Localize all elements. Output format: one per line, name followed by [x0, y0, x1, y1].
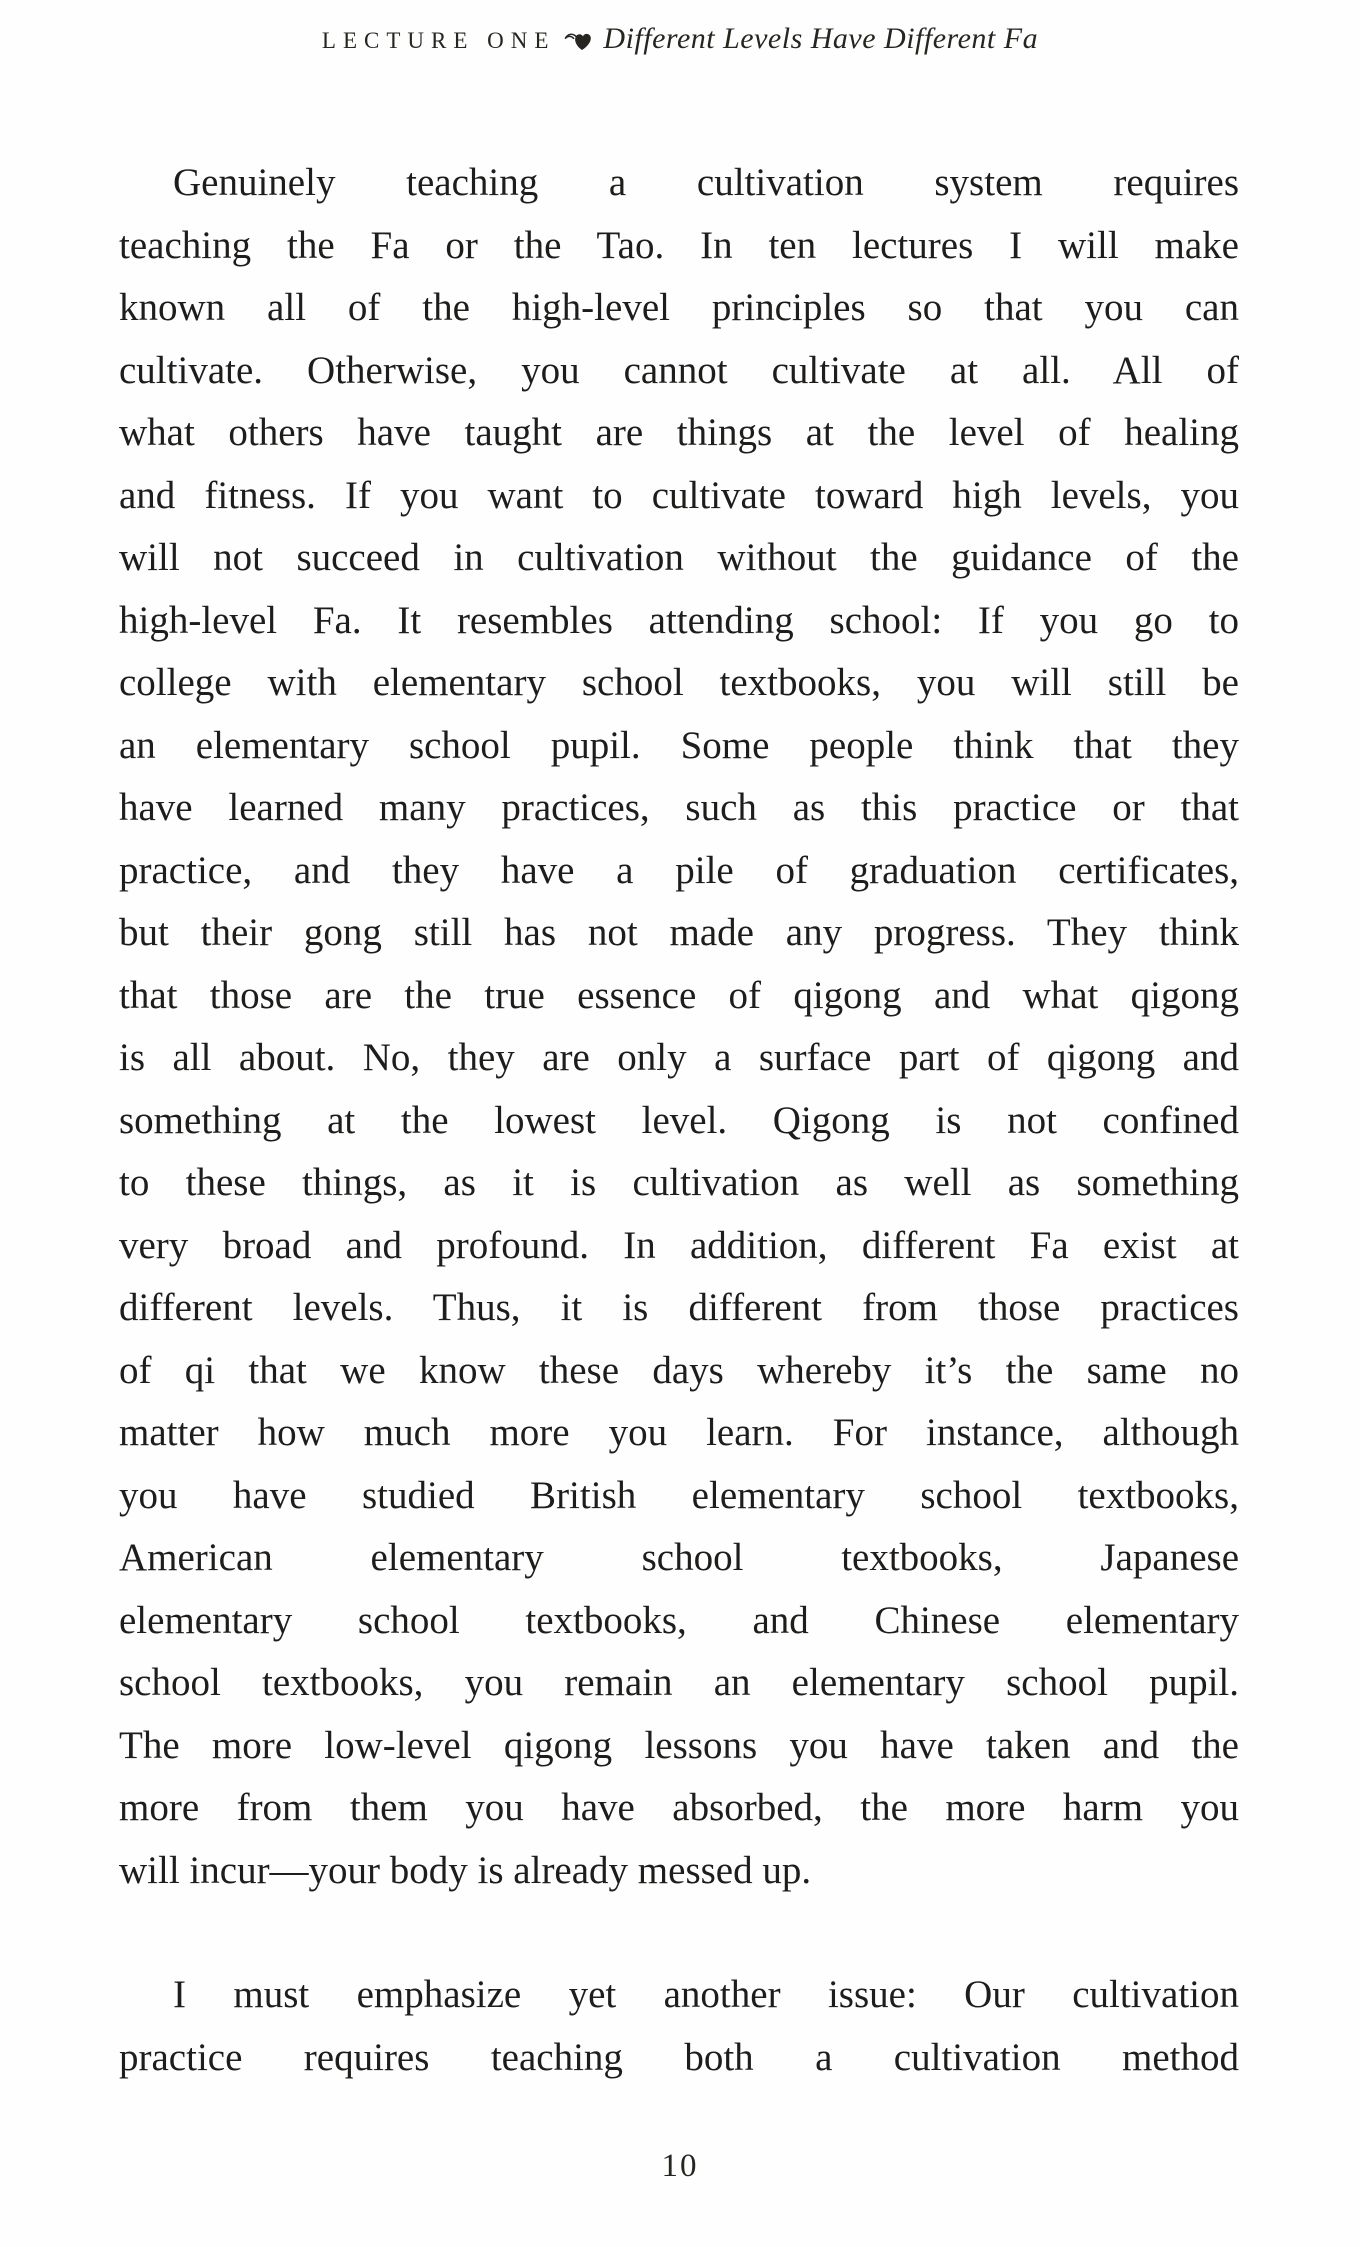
text-line: have learned many practices, such as this practice or that — [119, 786, 1239, 829]
text-line: of qi that we know these days whereby it’s the same no — [119, 1348, 1239, 1392]
page-body — [119, 152, 1239, 2089]
text-line: an elementary school pupil. Some people think that they — [119, 723, 1239, 767]
text-line: American elementary school textbooks, Japanese — [119, 1536, 1239, 1579]
text-line: I must emphasize yet another issue: Our cultivation — [173, 1973, 1239, 2016]
running-head-chapter-title: Different Levels Have Different Fa — [603, 22, 1039, 55]
text-line: college with elementary school textbooks, you will still be — [119, 661, 1239, 704]
text-line: you have studied British elementary school textbooks, — [119, 1473, 1239, 1517]
text-line: more from them you have absorbed, the more harm you — [119, 1786, 1239, 1829]
text-line: known all of the high-level principles so that you can — [119, 286, 1239, 329]
running-head-section: LECTURE ONE — [321, 28, 556, 53]
text-line: very broad and profound. In addition, different Fa exist at — [119, 1223, 1239, 1267]
text-line: will incur—your body is already messed up. — [119, 1848, 812, 1892]
page-number: 10 — [661, 2148, 699, 2184]
text-line: something at the lowest level. Qigong is not confined — [119, 1098, 1239, 1142]
text-line: Genuinely teaching a cultivation system requires — [173, 161, 1239, 204]
running-head — [0, 22, 1360, 57]
text-line: that those are the true essence of qigong and what qigong — [119, 973, 1239, 1017]
text-line: high-level Fa. It resembles attending school: If you go to — [119, 598, 1239, 642]
text-line: practice, and they have a pile of graduation certificates, — [119, 848, 1239, 892]
paragraph — [119, 1964, 1239, 2089]
text-line: is all about. No, they are only a surface part of qigong and — [119, 1036, 1239, 1079]
text-line: The more low-level qigong lessons you have taken and the — [119, 1723, 1239, 1767]
text-line: to these things, as it is cultivation as well as something — [119, 1161, 1239, 1204]
text-line: but their gong still has not made any progress. They think — [119, 911, 1239, 954]
text-line: teaching the Fa or the Tao. In ten lectures I will make — [119, 223, 1239, 267]
hedera-leaf-icon — [563, 28, 593, 57]
text-line: cultivate. Otherwise, you cannot cultivate at all. All of — [119, 348, 1239, 392]
text-line: what others have taught are things at the level of healing — [119, 411, 1239, 454]
text-line: school textbooks, you remain an elementary school pupil. — [119, 1661, 1239, 1704]
text-line: and fitness. If you want to cultivate toward high levels, you — [119, 473, 1239, 517]
text-line: elementary school textbooks, and Chinese elementary — [119, 1598, 1239, 1642]
paragraph — [119, 152, 1239, 1902]
text-line: will not succeed in cultivation without the guidance of the — [119, 536, 1239, 579]
text-line: practice requires teaching both a cultivation method — [119, 2035, 1239, 2079]
text-line: matter how much more you learn. For instance, although — [119, 1411, 1239, 1454]
text-line: different levels. Thus, it is different from those practices — [119, 1286, 1239, 1329]
